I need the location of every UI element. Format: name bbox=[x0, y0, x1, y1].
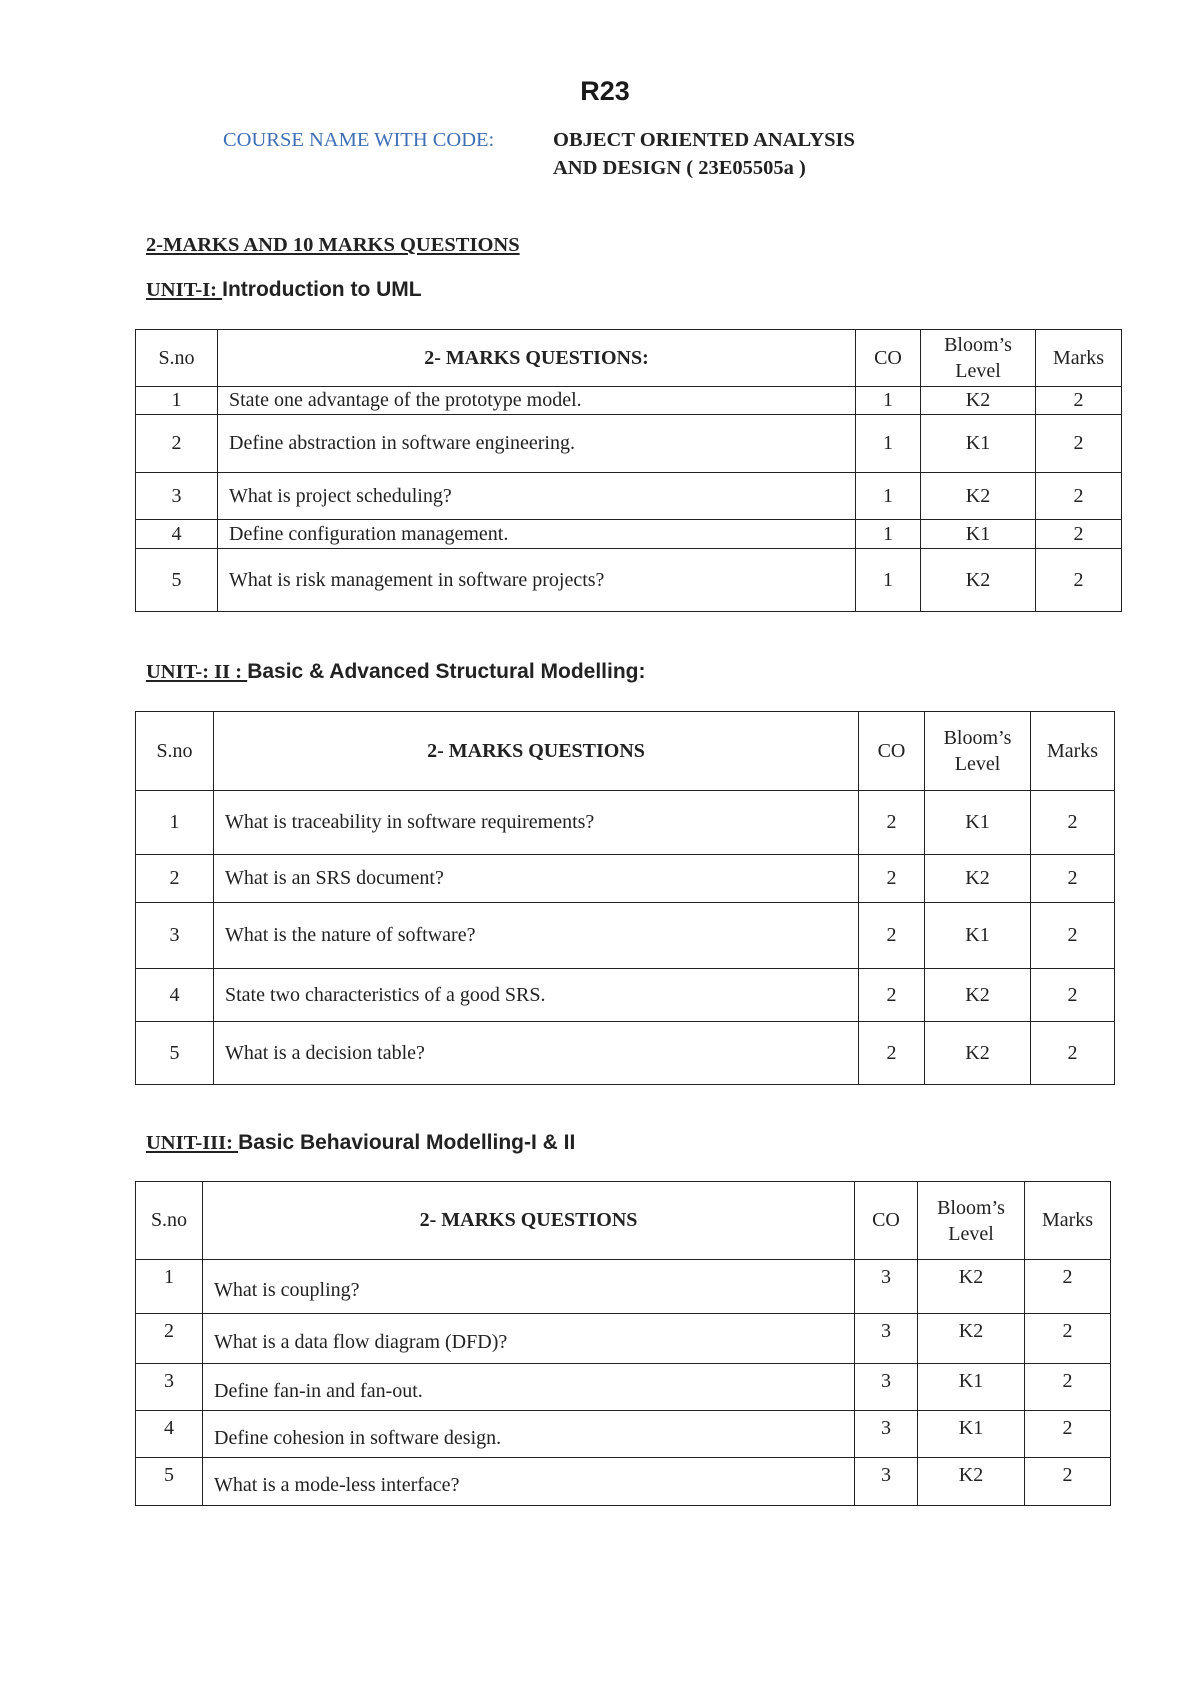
cell-question: State two characteristics of a good SRS. bbox=[214, 969, 859, 1022]
cell-level: K1 bbox=[925, 903, 1031, 969]
cell-marks: 2 bbox=[1036, 520, 1122, 549]
header-blooms-level bbox=[925, 712, 1031, 791]
unit-1-heading bbox=[146, 278, 422, 302]
cell-co: 3 bbox=[855, 1260, 918, 1314]
cell-sno: 2 bbox=[136, 1314, 203, 1364]
cell-co: 2 bbox=[859, 1022, 925, 1085]
header-marks: Marks bbox=[1025, 1182, 1111, 1260]
table-row bbox=[136, 1411, 1111, 1458]
cell-co: 3 bbox=[855, 1364, 918, 1411]
table-header-row bbox=[136, 330, 1122, 387]
header-question: 2- MARKS QUESTIONS bbox=[203, 1182, 855, 1260]
table-row bbox=[136, 549, 1122, 612]
cell-co: 2 bbox=[859, 791, 925, 855]
cell-level: K2 bbox=[918, 1458, 1025, 1506]
cell-question: What is project scheduling? bbox=[218, 473, 856, 520]
cell-marks: 2 bbox=[1025, 1364, 1111, 1411]
cell-marks: 2 bbox=[1025, 1411, 1111, 1458]
cell-co: 2 bbox=[859, 969, 925, 1022]
unit-2-label: UNIT-: II : bbox=[146, 661, 248, 683]
unit-3-heading bbox=[146, 1131, 575, 1155]
cell-co: 1 bbox=[856, 473, 921, 520]
cell-sno: 2 bbox=[136, 415, 218, 473]
table-row bbox=[136, 1458, 1111, 1506]
cell-sno: 3 bbox=[136, 1364, 203, 1411]
header-blooms-level bbox=[921, 330, 1036, 387]
cell-sno: 1 bbox=[136, 791, 214, 855]
header-blooms-line-2: Level bbox=[948, 1222, 994, 1245]
cell-co: 1 bbox=[856, 520, 921, 549]
table-row bbox=[136, 969, 1115, 1022]
cell-co: 2 bbox=[859, 855, 925, 903]
cell-question: What is a mode-less interface? bbox=[203, 1458, 855, 1506]
unit-1-title: Introduction to UML bbox=[222, 278, 422, 301]
cell-question: What is a decision table? bbox=[214, 1022, 859, 1085]
cell-sno: 1 bbox=[136, 1260, 203, 1314]
cell-level: K1 bbox=[918, 1411, 1025, 1458]
cell-co: 3 bbox=[855, 1314, 918, 1364]
cell-level: K1 bbox=[925, 791, 1031, 855]
cell-question: What is a data flow diagram (DFD)? bbox=[203, 1314, 855, 1364]
header-blooms-line-1: Bloom’s bbox=[944, 334, 1012, 356]
unit-2-heading bbox=[146, 660, 646, 684]
section-heading: 2-MARKS AND 10 MARKS QUESTIONS bbox=[146, 234, 520, 256]
cell-level: K2 bbox=[921, 473, 1036, 520]
cell-marks: 2 bbox=[1025, 1260, 1111, 1314]
cell-marks: 2 bbox=[1025, 1458, 1111, 1506]
cell-co: 3 bbox=[855, 1411, 918, 1458]
header-co: CO bbox=[856, 330, 921, 387]
table-row bbox=[136, 1314, 1111, 1364]
header-co: CO bbox=[855, 1182, 918, 1260]
cell-co: 1 bbox=[856, 387, 921, 415]
cell-level: K1 bbox=[921, 415, 1036, 473]
unit-3-table bbox=[135, 1181, 1111, 1506]
cell-question: Define abstraction in software engineering. bbox=[218, 415, 856, 473]
cell-sno: 4 bbox=[136, 1411, 203, 1458]
table-header-row bbox=[136, 712, 1115, 791]
cell-marks: 2 bbox=[1031, 1022, 1115, 1085]
table-row bbox=[136, 1364, 1111, 1411]
cell-sno: 5 bbox=[136, 1458, 203, 1506]
header-marks: Marks bbox=[1031, 712, 1115, 791]
unit-2-title: Basic & Advanced Structural Modelling: bbox=[247, 660, 646, 683]
unit-3-label: UNIT-III: bbox=[146, 1132, 239, 1154]
cell-sno: 2 bbox=[136, 855, 214, 903]
cell-level: K1 bbox=[918, 1364, 1025, 1411]
cell-level: K2 bbox=[918, 1260, 1025, 1314]
table-row bbox=[136, 473, 1122, 520]
table-row bbox=[136, 387, 1122, 415]
header-marks: Marks bbox=[1036, 330, 1122, 387]
header-sno: S.no bbox=[136, 712, 214, 791]
cell-sno: 4 bbox=[136, 969, 214, 1022]
table-row bbox=[136, 1260, 1111, 1314]
header-blooms-line-2: Level bbox=[954, 753, 1001, 775]
header-sno: S.no bbox=[136, 330, 218, 387]
table-header-row bbox=[136, 1182, 1111, 1260]
table-row bbox=[136, 415, 1122, 473]
unit-2-table bbox=[135, 711, 1115, 1085]
cell-question: What is risk management in software projects? bbox=[218, 549, 856, 612]
cell-question: Define cohesion in software design. bbox=[203, 1411, 855, 1458]
cell-question: What is an SRS document? bbox=[214, 855, 859, 903]
header-blooms-line-2: Level bbox=[955, 360, 1001, 382]
header-question: 2- MARKS QUESTIONS bbox=[214, 712, 859, 791]
cell-question: What is the nature of software? bbox=[214, 903, 859, 969]
header-question: 2- MARKS QUESTIONS: bbox=[218, 330, 856, 387]
cell-marks: 2 bbox=[1031, 791, 1115, 855]
cell-marks: 2 bbox=[1031, 855, 1115, 903]
cell-marks: 2 bbox=[1036, 415, 1122, 473]
cell-sno: 5 bbox=[136, 1022, 214, 1085]
cell-question: State one advantage of the prototype model. bbox=[218, 387, 856, 415]
cell-sno: 1 bbox=[136, 387, 218, 415]
cell-marks: 2 bbox=[1036, 549, 1122, 612]
cell-sno: 4 bbox=[136, 520, 218, 549]
cell-co: 3 bbox=[855, 1458, 918, 1506]
cell-level: K2 bbox=[921, 387, 1036, 415]
header-blooms-line-1: Bloom’s bbox=[937, 1196, 1005, 1219]
cell-sno: 5 bbox=[136, 549, 218, 612]
course-label: COURSE NAME WITH CODE: bbox=[223, 129, 495, 151]
cell-co: 1 bbox=[856, 549, 921, 612]
cell-question: What is coupling? bbox=[203, 1260, 855, 1314]
cell-co: 2 bbox=[859, 903, 925, 969]
cell-question: What is traceability in software requirements? bbox=[214, 791, 859, 855]
cell-question: Define fan-in and fan-out. bbox=[203, 1364, 855, 1411]
course-name-line-1: OBJECT ORIENTED ANALYSIS bbox=[553, 129, 855, 151]
cell-level: K2 bbox=[918, 1314, 1025, 1364]
cell-marks: 2 bbox=[1036, 473, 1122, 520]
cell-level: K2 bbox=[921, 549, 1036, 612]
table-row bbox=[136, 903, 1115, 969]
course-name-line-2: AND DESIGN ( 23E05505a ) bbox=[553, 157, 806, 179]
cell-marks: 2 bbox=[1031, 903, 1115, 969]
cell-level: K2 bbox=[925, 1022, 1031, 1085]
cell-marks: 2 bbox=[1031, 969, 1115, 1022]
table-row bbox=[136, 520, 1122, 549]
cell-sno: 3 bbox=[136, 473, 218, 520]
cell-question: Define configuration management. bbox=[218, 520, 856, 549]
unit-1-table bbox=[135, 329, 1122, 612]
unit-3-title: Basic Behavioural Modelling-I & II bbox=[238, 1131, 576, 1154]
cell-marks: 2 bbox=[1025, 1314, 1111, 1364]
cell-marks: 2 bbox=[1036, 387, 1122, 415]
table-row bbox=[136, 1022, 1115, 1085]
table-row bbox=[136, 791, 1115, 855]
table-row bbox=[136, 855, 1115, 903]
cell-level: K2 bbox=[925, 855, 1031, 903]
cell-level: K2 bbox=[925, 969, 1031, 1022]
header-blooms-level bbox=[918, 1182, 1025, 1260]
header-blooms-line-1: Bloom’s bbox=[943, 727, 1012, 749]
cell-sno: 3 bbox=[136, 903, 214, 969]
cell-co: 1 bbox=[856, 415, 921, 473]
unit-1-label: UNIT-I: bbox=[146, 279, 223, 301]
header-co: CO bbox=[859, 712, 925, 791]
cell-level: K1 bbox=[921, 520, 1036, 549]
regulation-code: R23 bbox=[580, 76, 630, 106]
header-sno: S.no bbox=[136, 1182, 203, 1260]
